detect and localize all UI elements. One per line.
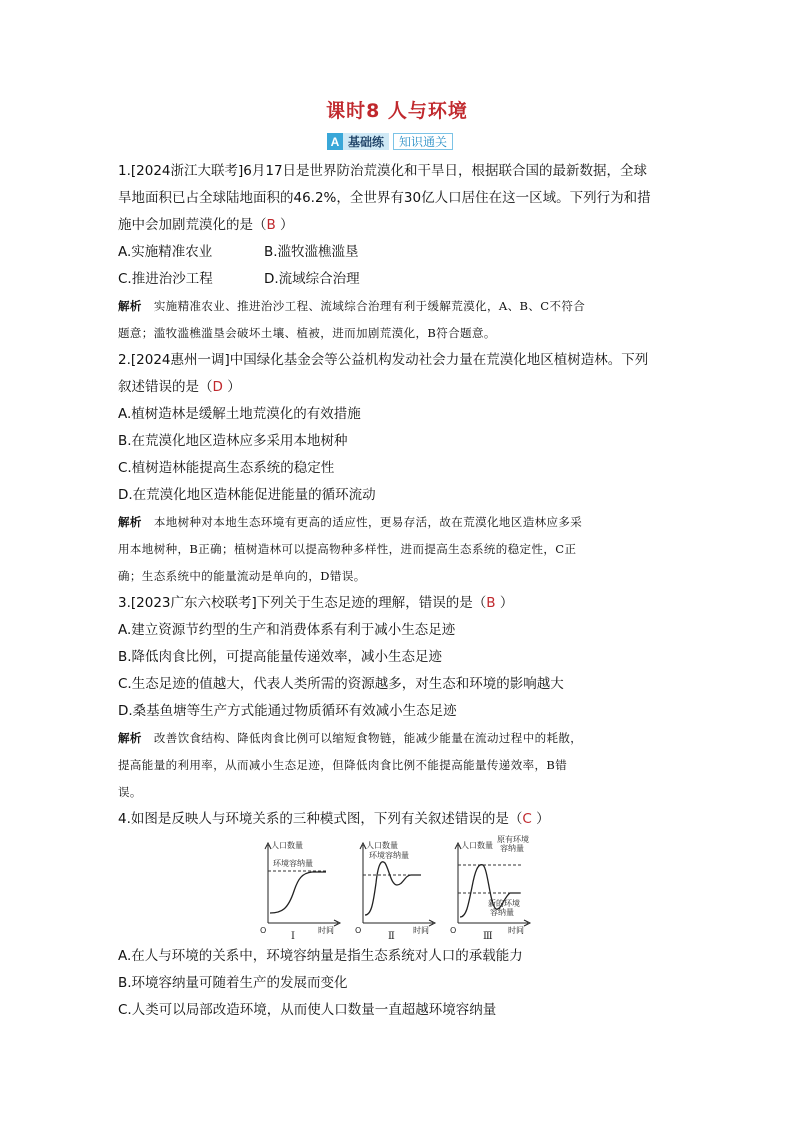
diagram-3-new-capacity-label-1: 新的环境	[488, 899, 520, 908]
question-3-close-paren: ）	[495, 595, 514, 611]
diagram-1-population-curve	[270, 872, 326, 913]
badge-label-basic: 基础练	[343, 133, 389, 150]
diagram-3-original-capacity-label-1: 原有环境	[497, 835, 529, 844]
question-3	[118, 590, 674, 806]
question-2	[118, 347, 674, 590]
question-1-close-paren: ）	[275, 217, 294, 233]
population-model-figure	[118, 833, 674, 943]
question-4-option-c: C.人类可以局部改造环境，从而使人口数量一直超越环境容纳量	[118, 1002, 497, 1018]
question-3-option-d: D.桑基鱼塘等生产方式能通过物质循环有效减小生态足迹	[118, 703, 457, 719]
question-3-stem-text: 3.[2023广东六校联考]下列关于生态足迹的理解，错误的是（	[118, 595, 487, 611]
diagram-3-y-label: 人口数量	[461, 841, 493, 850]
question-4-stem-line-1	[118, 806, 674, 833]
diagram-3-original-capacity-label-2: 容纳量	[500, 844, 524, 853]
explanation-label: 解析	[118, 515, 142, 529]
question-2-stem-line-1: 2.[2024惠州一调]中国绿化基金会等公益机构发动社会力量在荒漠化地区植树造林。下列	[118, 352, 649, 368]
question-2-option-d: D.在荒漠化地区造林能促进能量的循环流动	[118, 487, 376, 503]
question-1-explanation-text-1: 实施精准农业、推进治沙工程、流域综合治理有利于缓解荒漠化，A、B、C不符合	[153, 299, 586, 313]
question-4-stem-text: 4.如图是反映人与环境关系的三种模式图，下列有关叙述错误的是（	[118, 811, 523, 827]
question-3-option-c: C.生态足迹的值越大，代表人类所需的资源越多，对生态和环境的影响越大	[118, 676, 564, 692]
question-4-answer: C	[522, 811, 532, 827]
question-2-explanation-line-3: 确；生态系统中的能量流动是单向的，D错误。	[118, 569, 366, 583]
diagram-3	[450, 835, 530, 941]
question-4	[118, 806, 674, 1024]
question-2-option-b: B.在荒漠化地区造林应多采用本地树种	[118, 433, 348, 449]
diagram-3-origin: O	[450, 926, 457, 935]
diagram-1-y-axis	[265, 843, 271, 923]
diagram-3-new-capacity-label-2: 容纳量	[490, 908, 514, 917]
explanation-label: 解析	[118, 299, 142, 313]
diagram-2-population-curve	[365, 862, 421, 915]
question-2-option-c: C.植树造林能提高生态系统的稳定性	[118, 460, 335, 476]
diagram-1-origin: O	[260, 926, 267, 935]
diagram-3-x-label: 时间	[508, 926, 524, 935]
diagram-2-y-axis	[360, 843, 366, 923]
question-3-explanation-line-3: 误。	[118, 785, 142, 799]
question-1	[118, 158, 674, 347]
diagram-2	[355, 840, 435, 941]
question-1-option-d: D.流域综合治理	[264, 271, 360, 287]
population-model-diagrams	[258, 835, 548, 941]
diagram-2-origin: O	[355, 926, 362, 935]
question-3-option-b: B.降低肉食比例，可提高能量传递效率，减小生态足迹	[118, 649, 443, 665]
diagram-1-number: Ⅰ	[291, 931, 295, 941]
question-1-explanation-line-2: 题意；滥牧滥樵滥垦会破坏土壤、植被，进而加剧荒漠化，B符合题意。	[118, 326, 496, 340]
diagram-1-y-label: 人口数量	[271, 841, 303, 850]
diagram-1	[260, 840, 340, 941]
diagram-2-number: Ⅱ	[388, 931, 395, 941]
question-2-option-a: A.植树造林是缓解土地荒漠化的有效措施	[118, 406, 361, 422]
question-1-option-b: B.滥牧滥樵滥垦	[264, 244, 359, 260]
question-4-option-b: B.环境容纳量可随着生产的发展而变化	[118, 975, 348, 991]
question-1-options-row-1	[118, 239, 674, 266]
question-3-option-a: A.建立资源节约型的生产和消费体系有利于减小生态足迹	[118, 622, 456, 638]
question-2-close-paren: ）	[222, 379, 241, 395]
explanation-label: 解析	[118, 731, 142, 745]
question-2-explanation-line-1	[118, 509, 674, 536]
question-3-explanation-text-1: 改善饮食结构、降低肉食比例可以缩短食物链，能减少能量在流动过程中的耗散，	[153, 731, 583, 745]
diagram-3-y-axis	[455, 843, 461, 923]
question-3-explanation-line-2: 提高能量的利用率，从而减小生态足迹，但降低肉食比例不能提高能量传递效率，B错	[118, 758, 568, 772]
question-3-explanation-line-1	[118, 725, 674, 752]
question-2-explanation-line-2: 用本地树种，B正确；植树造林可以提高物种多样性，进而提高生态系统的稳定性，C正	[118, 542, 577, 556]
section-badge	[327, 133, 453, 150]
diagram-3-number: Ⅲ	[483, 931, 493, 941]
badge-letter: A	[327, 133, 343, 150]
question-1-option-a: A.实施精准农业	[118, 244, 213, 260]
question-3-stem-line-1	[118, 590, 674, 617]
diagram-1-capacity-label: 环境容纳量	[273, 859, 313, 868]
question-3-answer: B	[486, 595, 496, 611]
diagram-2-capacity-label: 环境容纳量	[369, 851, 409, 860]
question-1-answer: B	[266, 217, 276, 233]
question-4-option-a: A.在人与环境的关系中，环境容纳量是指生态系统对人口的承载能力	[118, 948, 523, 964]
question-1-explanation-line-1	[118, 293, 674, 320]
diagram-2-x-label: 时间	[413, 926, 429, 935]
diagram-2-y-label: 人口数量	[366, 841, 398, 850]
question-2-stem-text: 叙述错误的是（	[118, 379, 213, 395]
question-1-stem-text: 施中会加剧荒漠化的是（	[118, 217, 267, 233]
question-1-option-c: C.推进治沙工程	[118, 271, 213, 287]
question-1-options-row-2	[118, 266, 674, 293]
diagram-1-x-label: 时间	[318, 926, 334, 935]
badge-label-knowledge: 知识通关	[393, 133, 453, 150]
question-2-answer: D	[212, 379, 223, 395]
question-1-stem-line-1: 1.[2024浙江大联考]6月17日是世界防治荒漠化和干旱日，根据联合国的最新数据，全球	[118, 163, 648, 179]
question-4-close-paren: ）	[531, 811, 550, 827]
question-2-stem-line-2	[118, 374, 674, 401]
question-1-stem-line-3	[118, 212, 674, 239]
question-1-stem-line-2: 旱地面积已占全球陆地面积的46.2%，全世界有30亿人口居住在这一区域。下列行为和措	[118, 190, 651, 206]
page-title: 课时8 人与环境	[326, 100, 468, 122]
question-2-explanation-text-1: 本地树种对本地生态环境有更高的适应性，更易存活，故在荒漠化地区造林应多采	[153, 515, 583, 529]
question-content	[118, 158, 674, 1024]
